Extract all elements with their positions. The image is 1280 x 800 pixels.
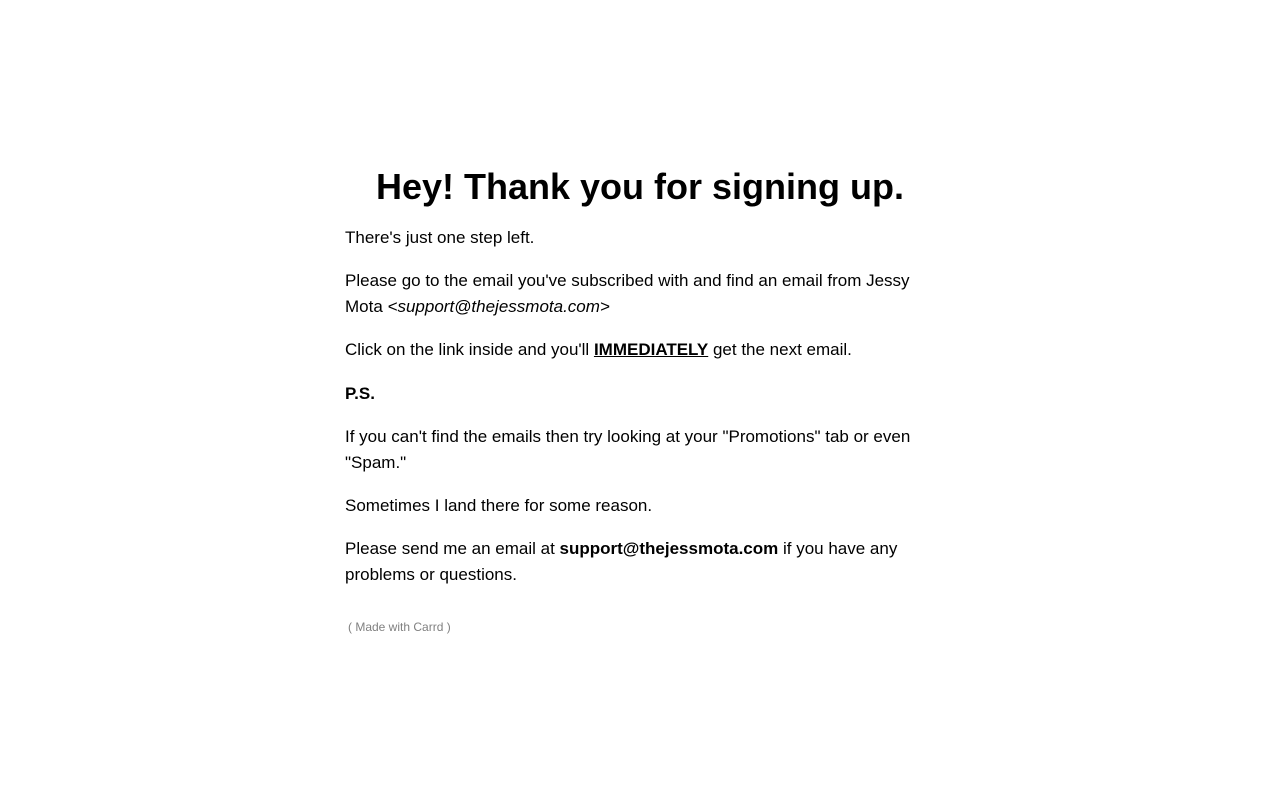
ps-label: P.S.	[345, 384, 375, 403]
contact-email: support@thejessmota.com	[559, 539, 779, 558]
click-link-paragraph	[345, 337, 935, 363]
find-email-text: Please go to the email you've subscribed with and find an email from Jessy Mota	[345, 271, 910, 316]
made-with-carrd-link[interactable]: ( Made with Carrd )	[348, 620, 451, 634]
immediately-emphasis: IMMEDIATELY	[593, 340, 709, 359]
contact-suffix: if you have any problems or questions.	[345, 539, 898, 584]
land-there-text: Sometimes I land there for some reason.	[345, 496, 653, 515]
contact-paragraph	[345, 536, 935, 588]
contact-text: Please send me an email at	[345, 539, 560, 558]
click-link-text: Click on the link inside and you'll	[345, 340, 594, 359]
cant-find-text: If you can't find the emails then try looking at your "Promotions" tab or even "Spam."	[345, 427, 911, 472]
page-title: Hey! Thank you for signing up.	[375, 166, 904, 207]
sender-address: <support@thejessmota.com>	[387, 297, 610, 316]
find-email-paragraph	[345, 268, 935, 320]
click-link-suffix: get the next email.	[708, 340, 852, 359]
main-content	[345, 163, 935, 588]
step-left-text: There's just one step left.	[345, 228, 535, 247]
